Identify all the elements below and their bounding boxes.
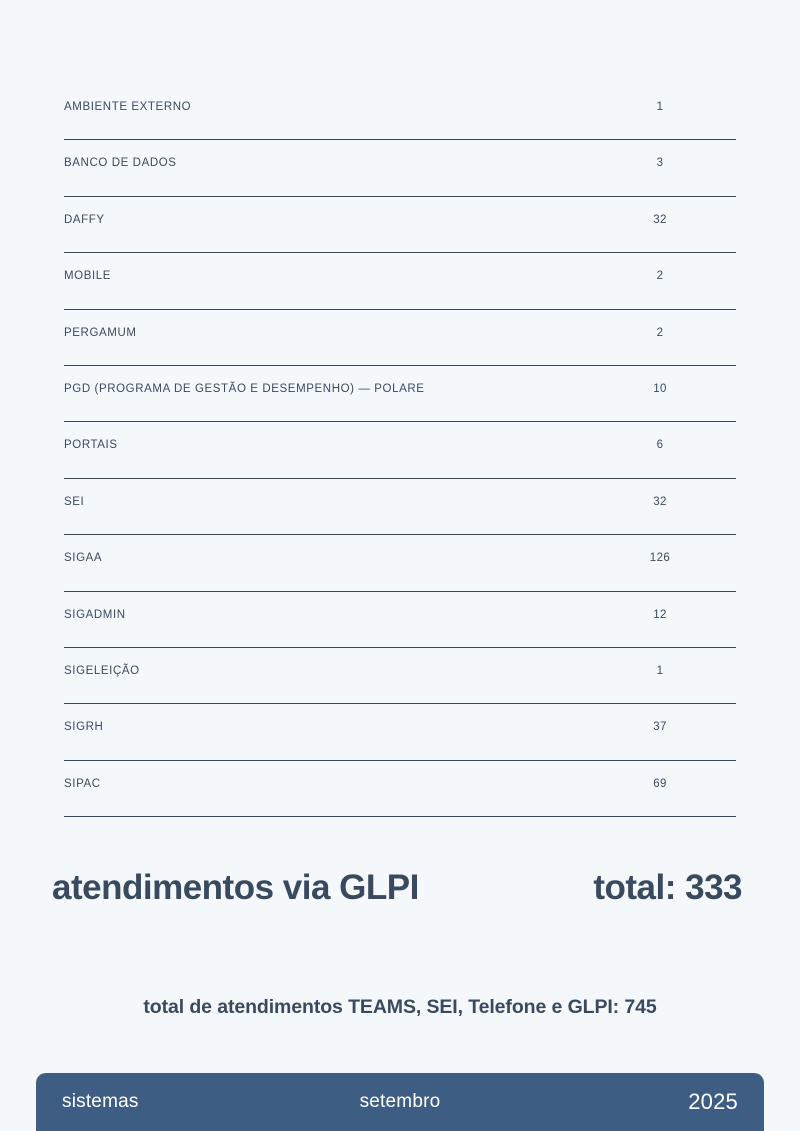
table-row <box>64 84 736 140</box>
table-row <box>64 253 736 309</box>
footer-month: setembro <box>359 1091 441 1112</box>
row-value: 3 <box>656 157 664 170</box>
row-value: 32 <box>653 495 667 508</box>
row-value: 2 <box>656 326 664 339</box>
footer-year: 2025 <box>688 1089 738 1114</box>
systems-table <box>64 84 736 817</box>
row-value: 37 <box>653 721 667 734</box>
row-label: DAFFY <box>64 213 105 226</box>
table-row <box>64 648 736 704</box>
table-row <box>64 704 736 760</box>
row-label: PGD (PROGRAMA DE GESTÃO E DESEMPENHO) — POLARE <box>64 382 425 395</box>
row-label: SIGRH <box>64 721 104 734</box>
table-row <box>64 592 736 648</box>
table-row <box>64 366 736 422</box>
row-label: SIGAA <box>64 552 103 565</box>
row-value: 2 <box>656 270 664 283</box>
row-value: 69 <box>653 777 667 790</box>
row-label: BANCO DE DADOS <box>64 157 177 170</box>
row-label: MOBILE <box>64 270 112 283</box>
row-value: 32 <box>653 213 667 226</box>
footer-bar <box>36 1073 764 1131</box>
row-value: 1 <box>656 101 664 113</box>
table-row <box>64 761 736 817</box>
row-value: 126 <box>649 552 671 565</box>
row-label: SIGADMIN <box>64 608 126 621</box>
table-row <box>64 422 736 478</box>
row-label: PORTAIS <box>64 439 118 452</box>
row-label: SIGELEIÇÃO <box>64 664 140 677</box>
page-title: atendimentos via GLPI <box>52 868 419 907</box>
row-value: 1 <box>656 664 664 677</box>
table-row <box>64 310 736 366</box>
headline-section <box>0 868 800 930</box>
table-row <box>64 197 736 253</box>
row-label: SIPAC <box>64 777 101 790</box>
row-label: PERGAMUM <box>64 326 137 339</box>
table-row <box>64 479 736 535</box>
row-value: 10 <box>653 382 667 395</box>
table-row <box>64 535 736 591</box>
row-label: SEI <box>64 495 85 508</box>
row-value: 12 <box>653 608 667 621</box>
grand-total-text: total de atendimentos TEAMS, SEI, Telefone e GLPI: 745 <box>143 996 657 1018</box>
table-row <box>64 140 736 196</box>
row-value: 6 <box>656 439 664 452</box>
footer-section: sistemas <box>62 1091 139 1112</box>
glpi-total: total: 333 <box>593 868 742 907</box>
row-label: AMBIENTE EXTERNO <box>64 101 192 113</box>
